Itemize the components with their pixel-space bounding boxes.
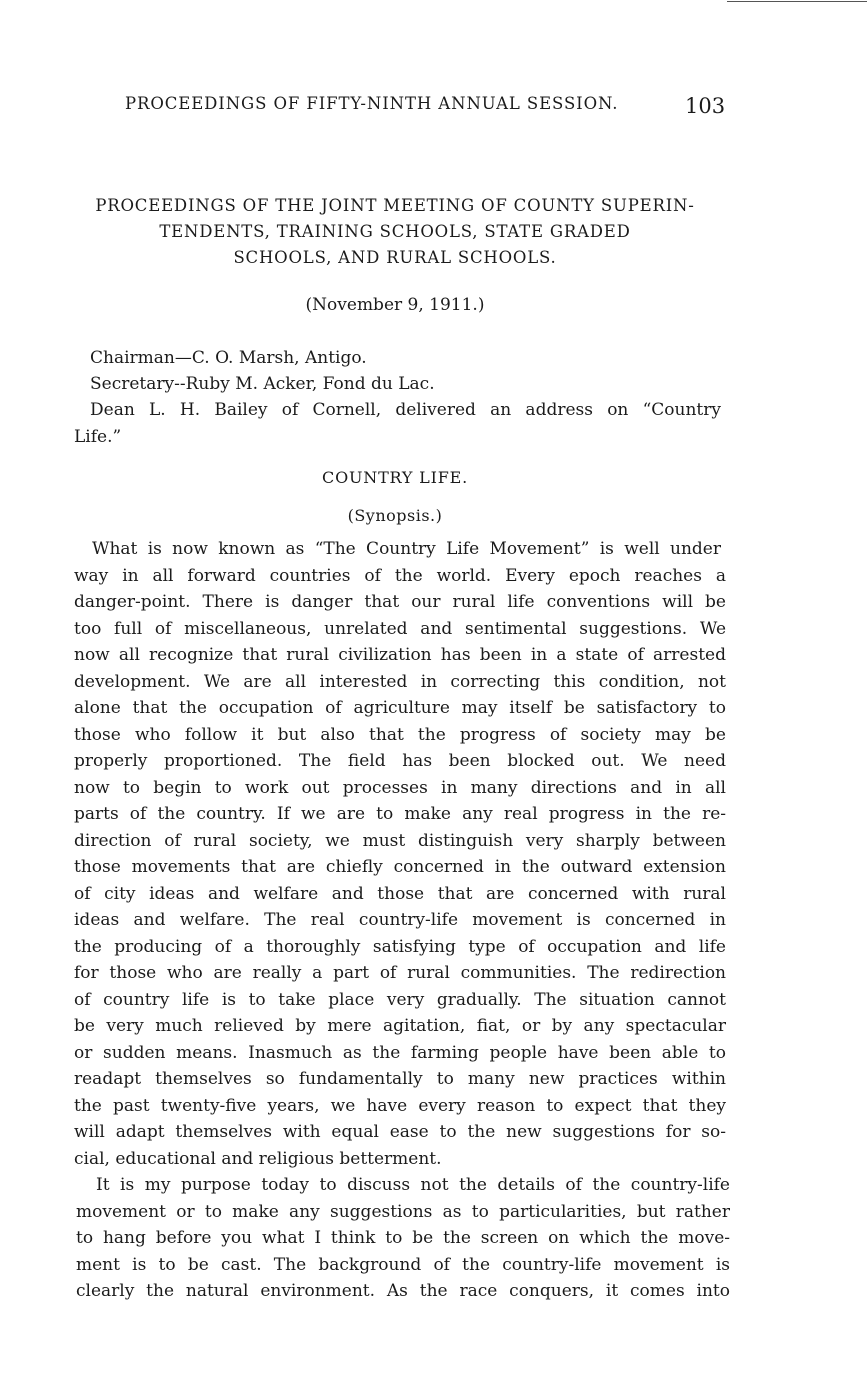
- title-line-2: TENDENTS, TRAINING SCHOOLS, STATE GRADED: [159, 222, 631, 241]
- paragraph-line: direction of rural society, we must distinguish very sharply between: [74, 831, 726, 851]
- paragraph-line: danger-point. There is danger that our rural life conventions will be: [74, 592, 726, 612]
- paragraph-line: readapt themselves so fundamentally to many new practices within: [74, 1069, 726, 1089]
- page-number: 103: [685, 94, 726, 118]
- title-line-3: SCHOOLS, AND RURAL SCHOOLS.: [233, 248, 557, 267]
- running-head: PROCEEDINGS OF FIFTY-NINTH ANNUAL SESSION.: [125, 94, 619, 113]
- paragraph-line: development. We are all interested in correcting this condition, not: [74, 672, 726, 692]
- paragraph-line: clearly the natural environment. As the race conquers, it comes into: [76, 1281, 730, 1301]
- paragraph-line: or sudden means. Inasmuch as the farming people have been able to: [74, 1043, 726, 1063]
- section-subheading: (Synopsis.): [347, 506, 443, 525]
- paragraph-line: of city ideas and welfare and those that are concerned with rural: [74, 884, 726, 904]
- section-heading: COUNTRY LIFE.: [322, 468, 468, 487]
- paragraph-line: of country life is to take place very gradually. The situation cannot: [74, 990, 726, 1010]
- meeting-date: (November 9, 1911.): [305, 295, 485, 315]
- paragraph-line: for those who are really a part of rural communities. The redirection: [74, 963, 726, 983]
- paragraph-line: properly proportioned. The field has been blocked out. We need: [74, 751, 726, 771]
- paragraph-line: What is now known as “The Country Life Movement” is well under: [92, 539, 721, 559]
- paragraph-line: those movements that are chiefly concerned in the outward extension: [74, 857, 726, 877]
- paragraph-line: too full of miscellaneous, unrelated and sentimental suggestions. We: [74, 619, 726, 639]
- paragraph-line: the producing of a thoroughly satisfying type of occupation and life: [74, 937, 726, 957]
- paragraph-line: now to begin to work out processes in many directions and in all: [74, 778, 726, 798]
- secretary-line: Secretary--Ruby M. Acker, Fond du Lac.: [90, 374, 435, 394]
- paragraph-line: parts of the country. If we are to make any real progress in the re-: [74, 804, 726, 824]
- paragraph-line: to hang before you what I think to be the screen on which the move-: [76, 1228, 730, 1248]
- paragraph-line: now all recognize that rural civilization has been in a state of arrested: [74, 645, 726, 665]
- paragraph-line: ideas and welfare. The real country-life movement is concerned in: [74, 910, 726, 930]
- paragraph-line: those who follow it but also that the progress of society may be: [74, 725, 726, 745]
- top-edge-rule: [727, 1, 867, 2]
- paragraph-line: be very much relieved by mere agitation, fiat, or by any spectacular: [74, 1016, 726, 1036]
- title-line-1: PROCEEDINGS OF THE JOINT MEETING OF COUNTY SUPERIN-: [95, 196, 695, 215]
- paragraph-line: way in all forward countries of the world. Every epoch reaches a: [74, 566, 726, 586]
- address-line-2: Life.”: [74, 427, 122, 447]
- chairman-line: Chairman—C. O. Marsh, Antigo.: [90, 348, 367, 368]
- paragraph-line: cial, educational and religious betterment.: [74, 1149, 442, 1169]
- paragraph-line: ment is to be cast. The background of the country-life movement is: [76, 1255, 730, 1275]
- paragraph-line: will adapt themselves with equal ease to the new suggestions for so-: [74, 1122, 726, 1142]
- paragraph-line: the past twenty-five years, we have every reason to expect that they: [74, 1096, 726, 1116]
- paragraph-line: alone that the occupation of agriculture may itself be satisfactory to: [74, 698, 726, 718]
- paragraph-line: movement or to make any suggestions as to particularities, but rather: [76, 1202, 730, 1222]
- address-line-1: Dean L. H. Bailey of Cornell, delivered an address on “Country: [90, 400, 721, 420]
- paragraph-line: It is my purpose today to discuss not the details of the country-life: [96, 1175, 730, 1195]
